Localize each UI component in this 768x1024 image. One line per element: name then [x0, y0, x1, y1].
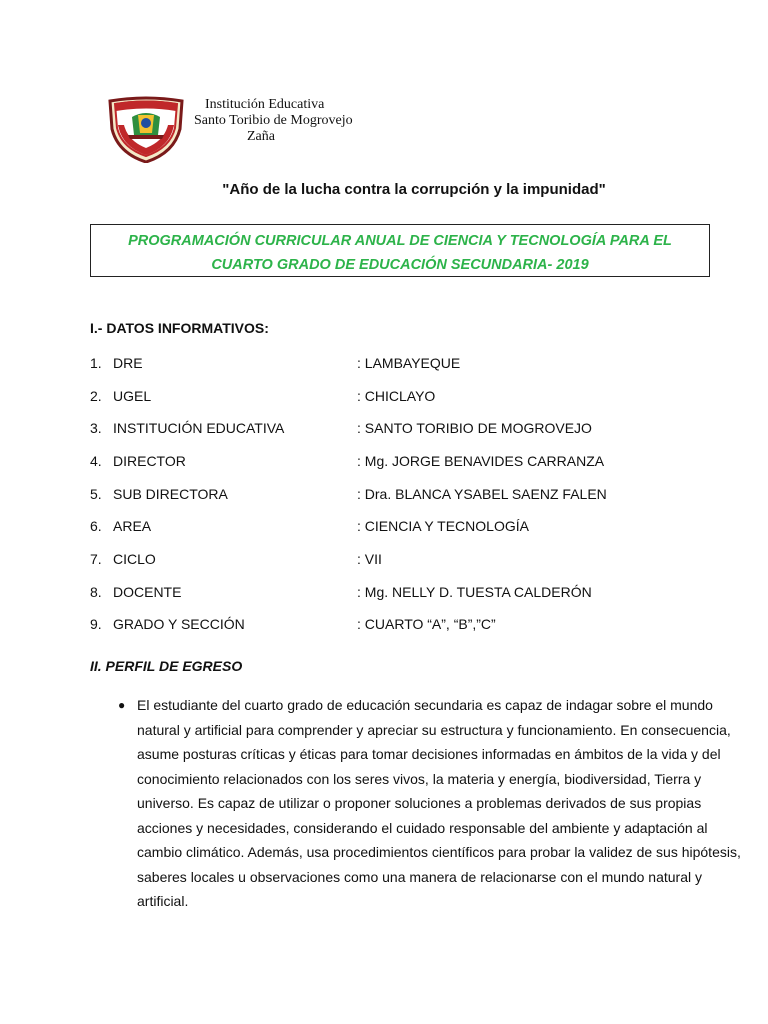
institution-line: Santo Toribio de Mogrovejo: [194, 113, 353, 128]
document-title-line-1: PROGRAMACIÓN CURRICULAR ANUAL DE CIENCIA Y TECNOLOGÍA PARA EL: [128, 233, 672, 249]
paragraph-line: cambio climático. Además, usa procedimientos científicos para probar la validez de sus hipótesis,: [137, 844, 741, 860]
institution-line: Institución Educativa: [205, 97, 325, 112]
school-crest-logo: [108, 95, 184, 163]
institution-name: [194, 97, 353, 145]
info-value: : CIENCIA Y TECNOLOGÍA: [357, 518, 529, 534]
document-title-line-2: CUARTO GRADO DE EDUCACIÓN SECUNDARIA- 2019: [211, 257, 589, 273]
institution-line: Zaña: [247, 129, 275, 144]
paragraph-line: natural y artificial para comprender y apreciar su estructura y funcionamiento. En consecuencia,: [137, 721, 731, 738]
info-value: : Mg. NELLY D. TUESTA CALDERÓN: [357, 584, 592, 600]
paragraph-line: artificial.: [137, 893, 189, 909]
document-title-box: [90, 224, 710, 277]
info-number: 9.: [90, 616, 102, 632]
info-value: : Mg. JORGE BENAVIDES CARRANZA: [357, 453, 605, 469]
section-heading-perfil: II. PERFIL DE EGRESO: [90, 658, 243, 674]
info-label: SUB DIRECTORA: [113, 486, 228, 502]
info-label: DOCENTE: [113, 584, 182, 600]
info-value: : VII: [357, 551, 382, 567]
paragraph-line: universo. Es capaz de utilizar o proponer soluciones a problemas derivados de sus propias: [137, 795, 702, 811]
paragraph-line: El estudiante del cuarto grado de educación secundaria es capaz de indagar sobre el mundo: [137, 697, 713, 713]
info-number: 6.: [90, 518, 102, 534]
info-label: INSTITUCIÓN EDUCATIVA: [113, 420, 285, 436]
info-label: CICLO: [113, 551, 156, 567]
info-label: DRE: [113, 355, 143, 371]
paragraph-line: acciones y necesidades, considerando el cuidado responsable del ambiente y adaptación al: [137, 819, 708, 836]
paragraph-line: saberes locales u observaciones como una manera de relacionarse con el mundo natural y: [137, 868, 702, 885]
info-value: : CUARTO “A”, “B”,”C”: [357, 616, 496, 632]
info-number: 2.: [90, 388, 102, 404]
paragraph-line: conocimiento relacionados con los seres vivos, la materia y energía, biodiversidad, Tierra y: [137, 770, 702, 787]
info-number: 4.: [90, 453, 102, 469]
info-value: : LAMBAYEQUE: [357, 355, 461, 371]
info-label: AREA: [113, 518, 152, 534]
info-label: UGEL: [113, 388, 152, 404]
info-label: DIRECTOR: [113, 453, 186, 469]
info-number: 3.: [90, 420, 102, 436]
bullet-icon: ●: [118, 698, 126, 712]
info-number: 5.: [90, 486, 102, 502]
year-motto: "Año de la lucha contra la corrupción y la impunidad": [222, 181, 606, 198]
info-number: 8.: [90, 584, 102, 600]
paragraph-line: asume posturas críticas y éticas para tomar decisiones informadas en ámbitos de la vida y del: [137, 746, 721, 762]
perfil-paragraph: [137, 693, 741, 914]
info-value: : SANTO TORIBIO DE MOGROVEJO: [357, 420, 592, 436]
section-heading-datos: I.- DATOS INFORMATIVOS:: [90, 320, 269, 336]
info-value: : CHICLAYO: [357, 388, 436, 404]
info-number: 7.: [90, 551, 102, 567]
info-label: GRADO Y SECCIÓN: [113, 616, 245, 632]
info-value: : Dra. BLANCA YSABEL SAENZ FALEN: [357, 486, 607, 502]
info-number: 1.: [90, 355, 102, 371]
